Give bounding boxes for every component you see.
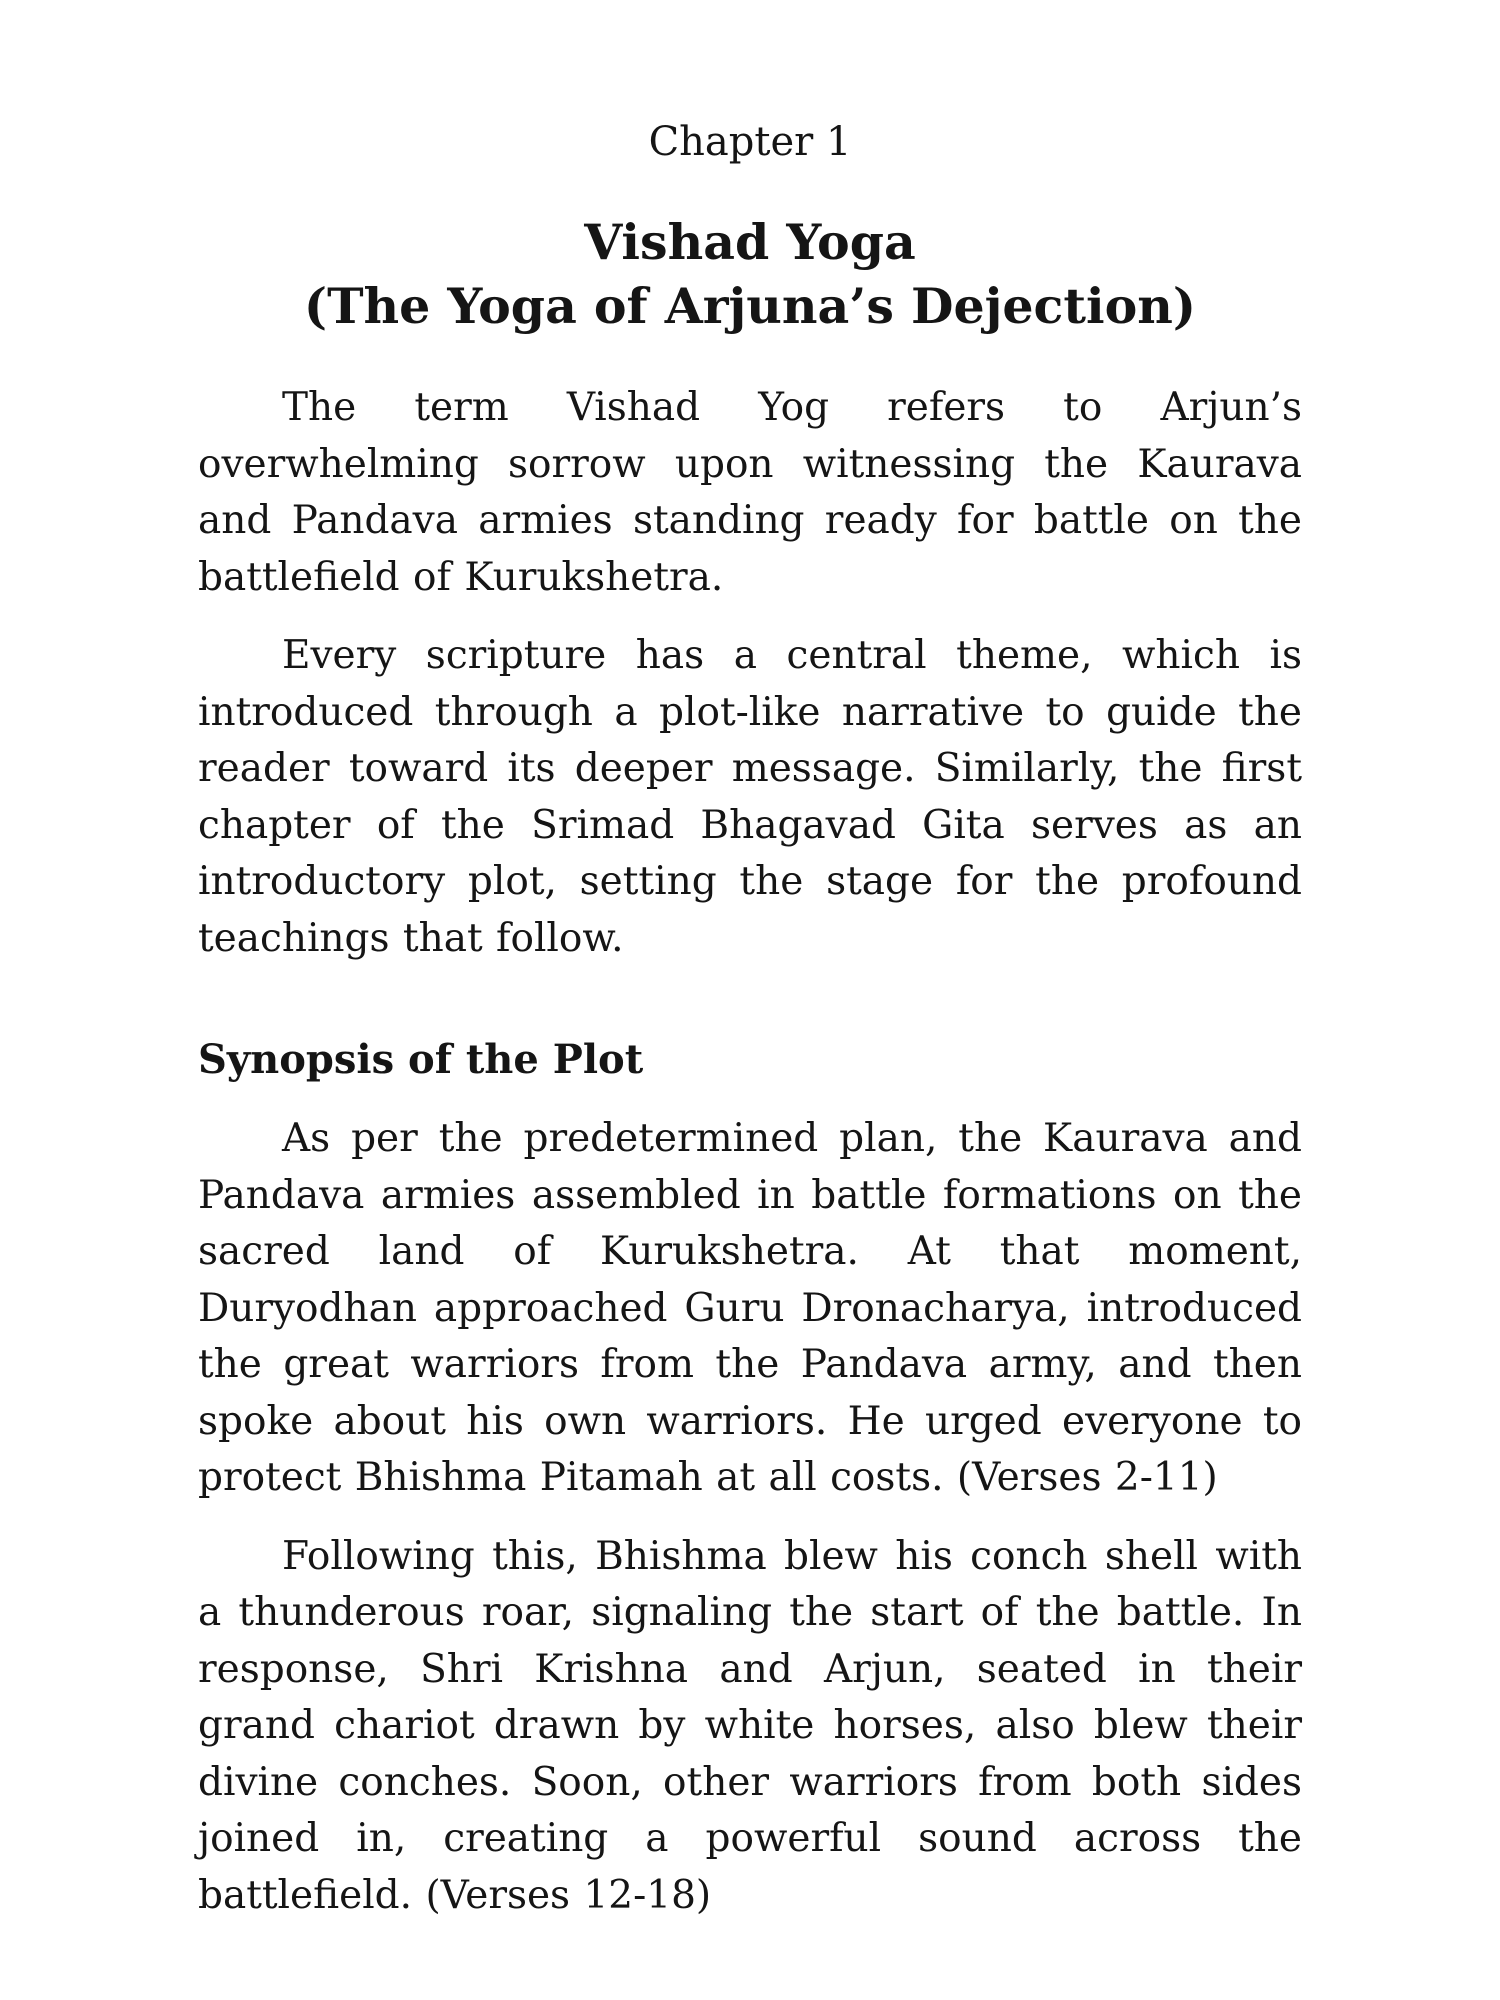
synopsis-paragraph-2: Following this, Bhishma blew his conch shell with a thunderous roar, signaling the start of the battle. In response, Shri Krishna and Arjun, seated in their grand chariot drawn by white horses, also blew their divine conches. Soon, other warriors from both sides joined in, creating a powerful sound across the battlefield. (Verses 12-18) bbox=[198, 1533, 1302, 1918]
chapter-title-line-2: (The Yoga of Arjuna’s Dejection) bbox=[303, 277, 1197, 335]
chapter-number: Chapter 1 bbox=[648, 119, 852, 165]
intro-paragraph-2: Every scripture has a central theme, which is introduced through a plot-like narrative to guide the reader toward its deeper message. Similarly, the first chapter of the Srimad Bhagavad Gita serves as an introductory plot, setting the stage for the profound teachings that follow. bbox=[198, 633, 1302, 961]
intro-paragraph-1: The term Vishad Yog refers to Arjun’s overwhelming sorrow upon witnessing the Kaurava and Pandava armies standing ready for battle on the battlefield of Kurukshetra. bbox=[198, 385, 1302, 600]
chapter-title bbox=[198, 210, 1302, 338]
book-page bbox=[198, 118, 1302, 1946]
synopsis-paragraph-1: As per the predetermined plan, the Kaurava and Pandava armies assembled in battle formations on the sacred land of Kurukshetra. At that moment, Duryodhan approached Guru Dronacharya, introduced the great warriors from the Pandava army, and then spoke about his own warriors. He urged everyone to protect Bhishma Pitamah at all costs. (Verses 2-11) bbox=[198, 1116, 1302, 1500]
chapter-title-line-1: Vishad Yoga bbox=[584, 213, 916, 271]
section-heading-synopsis: Synopsis of the Plot bbox=[198, 1036, 644, 1083]
